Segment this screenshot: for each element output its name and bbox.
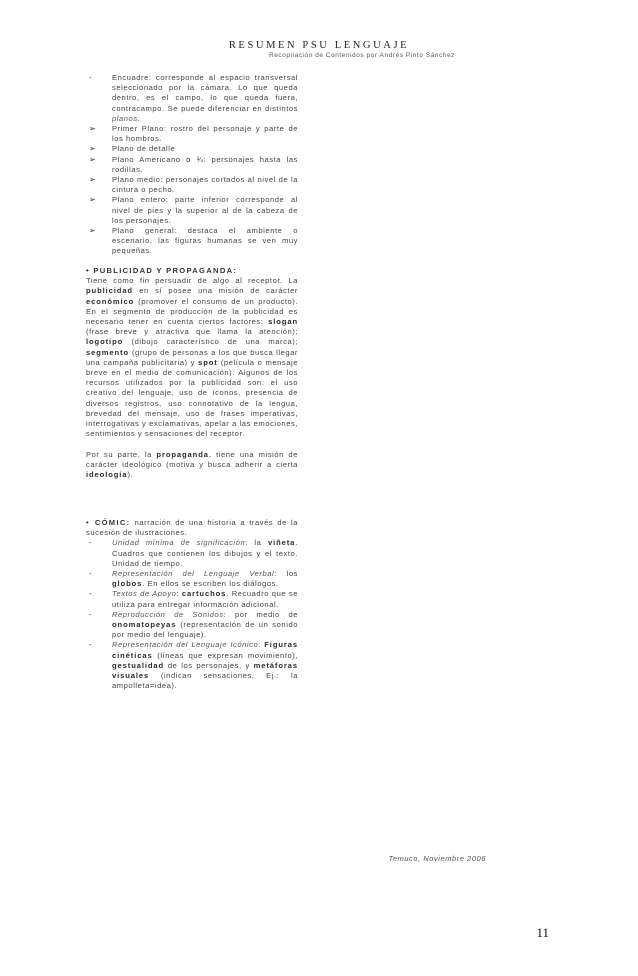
dash-bullet: - xyxy=(89,609,93,619)
comic-item-title: Reproducción de Sonidos xyxy=(112,609,224,619)
text-run: (indican sensaciones, Ej.: la ampolleta=idea). xyxy=(112,671,298,691)
arrow-bullet-icon: ➢ xyxy=(89,175,97,185)
text-run: : los xyxy=(274,569,298,579)
arrow-bullet-icon: ➢ xyxy=(89,124,97,134)
term-logotipo: logotipo xyxy=(86,337,124,347)
text-run: Tiene como fin persuadir de algo al receptor. La xyxy=(86,276,298,286)
text-run: : la xyxy=(245,538,268,548)
term-ideologia: ideología xyxy=(86,470,128,480)
term-onomatopeyas: onomatopeyas xyxy=(112,620,177,630)
list-item-comic xyxy=(86,610,298,641)
list-item-plano xyxy=(86,124,298,144)
arrow-bullet-icon: ➢ xyxy=(89,226,97,236)
term-economico: económico xyxy=(86,296,135,306)
term-globos: globos xyxy=(112,579,143,589)
section-heading-publicidad: • PUBLICIDAD Y PROPAGANDA: xyxy=(86,266,238,275)
comic-section xyxy=(86,518,298,691)
list-item-comic xyxy=(86,640,298,691)
plano-text: Plano medio: personajes cortados al nivel de la cintura o pecho. xyxy=(112,175,298,195)
list-item-comic xyxy=(86,589,298,609)
text-run: (representación de un sonido por medio del lenguaje). xyxy=(112,620,298,640)
section-heading-comic: • CÓMIC: xyxy=(86,518,131,527)
dash-bullet: - xyxy=(89,640,93,650)
term-gestualidad: gestualidad xyxy=(112,660,165,670)
term-segmento: segmento xyxy=(86,347,130,357)
dash-bullet: - xyxy=(89,589,93,599)
footer-place-date: Temuco, Noviembre 2006 xyxy=(388,854,486,863)
text-run: . Cuadros que contienen los dibujos y el texto. Unidad de tiempo. xyxy=(112,538,298,568)
list-item-plano xyxy=(86,155,298,175)
comic-intro xyxy=(86,518,298,538)
term-figuras-cineticas: Figuras cinéticas xyxy=(112,640,298,660)
plano-text: Plano de detalle xyxy=(112,144,176,154)
text-run: : xyxy=(176,589,182,599)
term-slogan: slogan xyxy=(268,317,298,327)
page-title: RESUMEN PSU LENGUAJE xyxy=(228,40,410,51)
plano-text: Plano Americano o ¾: personajes hasta las rodillas. xyxy=(112,154,298,174)
text-run: ). xyxy=(127,470,134,480)
text-run: Por su parte, la xyxy=(86,449,157,459)
term-metaforas-visuales: metáforas visuales xyxy=(112,660,298,681)
term-spot: spot xyxy=(198,357,218,367)
text-run: (promover el consumo de un producto). En el segmento de producción de la publicidad es necesario tener en cuenta ciertos factores: xyxy=(86,296,298,327)
term-vineta: viñeta xyxy=(267,538,296,548)
comic-item-title: Representación del Lenguaje Verbal xyxy=(112,569,275,579)
page-subtitle: Recopilación de Contenidos por Andrés Pinto Sánchez xyxy=(269,52,455,59)
dash-bullet: - xyxy=(89,73,93,82)
text-run: de los personajes, y xyxy=(164,660,254,670)
text-run: en sí posee una misión de carácter xyxy=(132,286,298,296)
publicidad-section xyxy=(86,266,298,480)
text-run: (líneas que expresan movimiento), xyxy=(152,650,298,660)
text-run: (película o mensaje breve en el medio de comunicación). Algunos de los recursos utilizados por la publicidad son: el uso creativo del lenguaje, uso de íconos, presencia de diversos registros, uso connotativo de la lengua, brevedad del mensaje, uso de frases imperativas, interrogativas y exclamativas, apelar a las emociones, sentimientos y sensaciones del receptor. xyxy=(86,357,299,439)
text-run: : por medio de xyxy=(223,609,298,619)
planos-section xyxy=(86,73,298,257)
list-item-encuadre xyxy=(86,73,298,124)
text-run: (frase breve y atractiva que llama la atención); xyxy=(86,327,298,337)
list-item-plano xyxy=(86,226,298,257)
encuadre-planos-term: planos xyxy=(112,113,138,123)
publicidad-paragraph xyxy=(86,276,298,439)
propaganda-paragraph xyxy=(86,450,298,481)
encuadre-end: . xyxy=(137,113,141,123)
arrow-bullet-icon: ➢ xyxy=(89,144,97,154)
term-propaganda: propaganda xyxy=(156,449,209,459)
encuadre-text: : corresponde al espacio transversal seleccionado por la cámara. Lo que queda dentro, es el campo, lo que queda fuera, contracampo. Se puede diferenciar en distintos xyxy=(112,73,298,113)
dash-bullet: - xyxy=(89,538,93,548)
arrow-bullet-icon: ➢ xyxy=(89,195,97,205)
term-encuadre: Encuadre xyxy=(112,73,149,82)
text-run: (dibujo característico de una marca); xyxy=(123,337,298,347)
arrow-bullet-icon: ➢ xyxy=(89,154,97,164)
text-run: narración de una historia a través de la sucesión de ilustraciones. xyxy=(86,518,298,538)
text-run: : xyxy=(258,640,265,650)
term-publicidad: publicidad xyxy=(86,286,133,296)
text-run: . En ellos se escriben los diálogos. xyxy=(142,579,279,589)
plano-text: Plano general: destaca el ambiente o escenario, las figuras humanas se ven muy pequeñas. xyxy=(112,226,298,256)
text-run: . Recuadro que se utiliza para entregar información adicional. xyxy=(112,589,298,609)
page-number: 11 xyxy=(536,925,549,940)
comic-item-title: Unidad mínima de significación xyxy=(112,538,246,548)
list-item-plano xyxy=(86,175,298,195)
term-cartuchos: cartuchos xyxy=(181,589,227,599)
list-item-comic xyxy=(86,569,298,589)
comic-item-title: Representación del Lenguaje Icónico xyxy=(112,640,259,650)
plano-text: Primer Plano: rostro del personaje y parte de los hombros. xyxy=(112,124,298,144)
list-item-plano xyxy=(86,144,298,154)
comic-item-title: Textos de Apoyo xyxy=(112,589,177,599)
plano-text: Plano entero: parte inferior corresponde al nivel de pies y la superior al de la cabeza de los personajes. xyxy=(112,195,298,225)
text-run: , tiene una misión de carácter ideológico (motiva y busca adherir a cierta xyxy=(86,449,298,469)
text-run: (grupo de personas a los que busca llegar una campaña publicitaria) y xyxy=(86,347,298,367)
dash-bullet: - xyxy=(89,569,93,579)
list-item-comic xyxy=(86,538,298,569)
list-item-plano xyxy=(86,195,298,226)
